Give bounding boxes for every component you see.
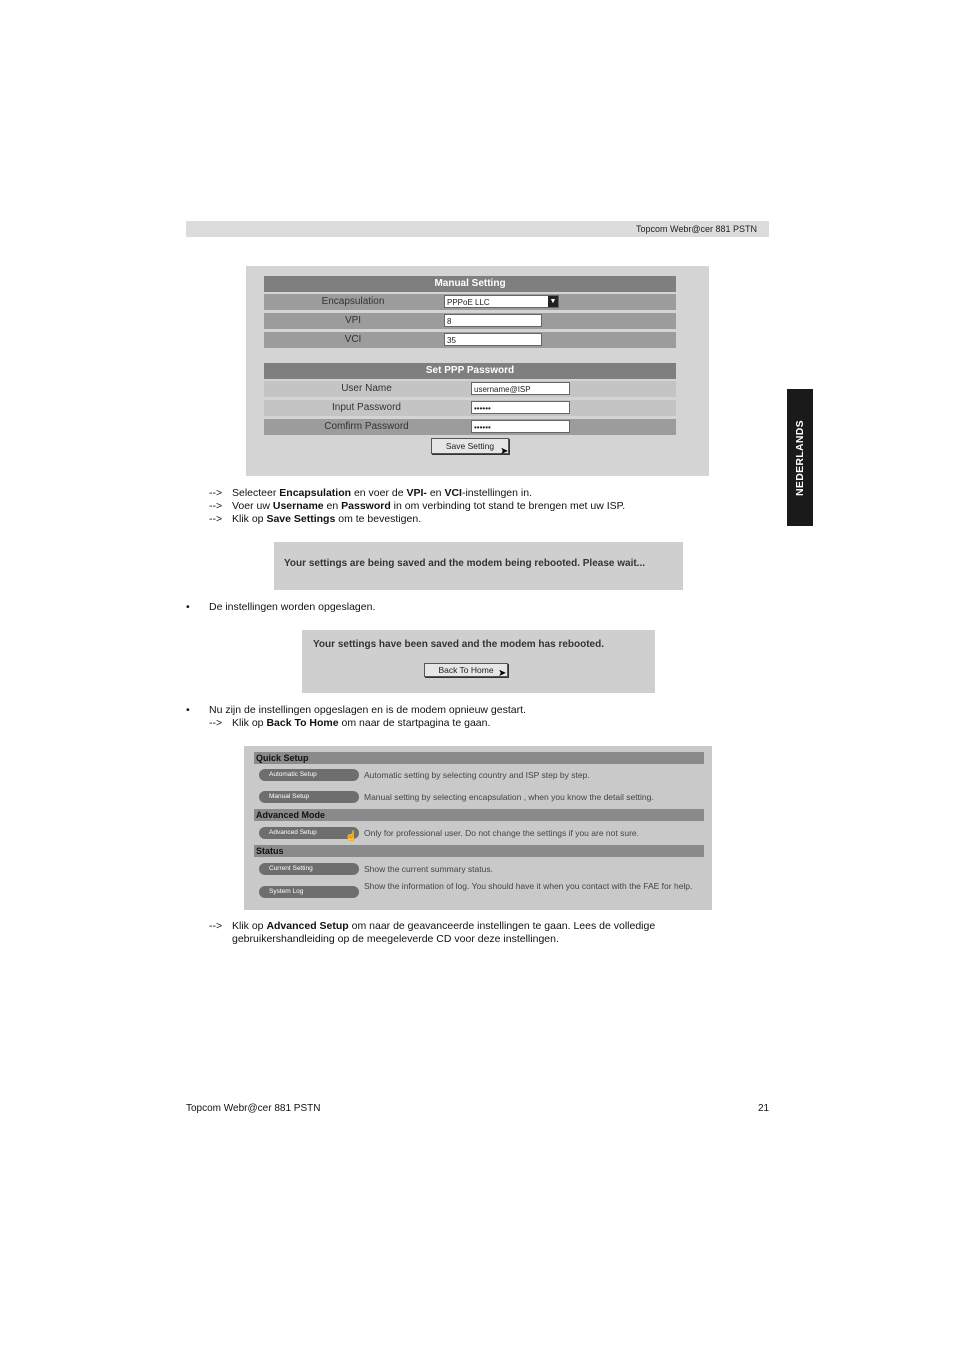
page-number: 21 — [758, 1103, 770, 1114]
text: Klik op — [232, 717, 267, 729]
text: en voer de — [351, 487, 407, 499]
username-row — [264, 381, 676, 397]
saving-message: Your settings are being saved and the modem being rebooted. Please wait... — [284, 558, 646, 569]
username-label: User Name — [341, 383, 392, 394]
bullet-item-2 — [186, 704, 526, 730]
system-log-desc: Show the information of log. You should have it when you contact with the FAE for help. — [364, 881, 693, 891]
input-password-row — [264, 400, 676, 416]
advanced-mode-heading: Advanced Mode — [254, 809, 704, 821]
bullet-item-1 — [186, 601, 375, 614]
running-header — [186, 221, 769, 237]
mouse-cursor-icon: ➤ — [498, 668, 507, 679]
advanced-setup-button[interactable]: Advanced Setup — [259, 827, 359, 839]
language-tab — [787, 389, 813, 526]
ppp-password-title: Set PPP Password — [264, 363, 676, 379]
text: om naar de geavanceerde instellingen te gaan. Lees de volledige — [348, 920, 656, 932]
chevron-down-icon[interactable]: ▼ — [549, 298, 557, 305]
current-setting-button[interactable]: Current Setting — [259, 863, 359, 875]
confirm-password-label: Comfirm Password — [324, 421, 409, 432]
save-setting-button[interactable]: Save Setting — [431, 438, 509, 454]
bold-text: Username — [272, 500, 324, 512]
hand-cursor-icon: ☝ — [345, 831, 358, 842]
setup-menu-screenshot — [244, 746, 712, 910]
mouse-cursor-icon: ➤ — [500, 446, 509, 457]
system-log-button[interactable]: System Log — [259, 886, 359, 898]
back-to-home-button[interactable]: Back To Home — [424, 663, 508, 677]
text: Voer uw — [232, 500, 273, 512]
automatic-setup-button[interactable]: Automatic Setup — [259, 769, 359, 781]
bullet-text: Nu zijn de instellingen opgeslagen en is de modem opnieuw gestart. — [209, 704, 526, 716]
instruction-line — [209, 513, 769, 526]
bold-text: Password — [341, 500, 391, 512]
bold-text: Encapsulation — [279, 487, 352, 499]
saved-message: Your settings have been saved and the modem has rebooted. — [313, 639, 604, 650]
instructions-block-3 — [209, 920, 769, 946]
text: om naar de startpagina te gaan. — [338, 717, 491, 729]
instructions-block-1 — [209, 487, 769, 526]
bullet-icon: • — [186, 601, 190, 613]
text: en — [426, 487, 445, 499]
text: Klik op — [232, 513, 267, 525]
quick-setup-heading: Quick Setup — [254, 752, 704, 764]
bold-text: VCI — [444, 487, 462, 499]
saving-message-screenshot — [274, 542, 683, 590]
vci-label: VCI — [344, 334, 362, 345]
instruction-line: gebruikershandleiding op de meegeleverde CD voor deze instellingen. — [232, 933, 559, 945]
encapsulation-value: PPPoE LLC — [447, 298, 490, 307]
header-title: Topcom Webr@cer 881 PSTN — [635, 224, 757, 234]
encapsulation-select[interactable] — [444, 295, 559, 308]
arrow-marker: --> — [209, 717, 223, 729]
instruction-line — [186, 717, 526, 730]
arrow-marker: --> — [209, 500, 223, 512]
manual-setting-title: Manual Setting — [264, 276, 676, 292]
text: Klik op — [232, 920, 267, 932]
text: Selecteer — [232, 487, 280, 499]
arrow-marker: --> — [209, 920, 223, 932]
bullet-line — [186, 704, 526, 717]
vci-input[interactable]: 35 — [444, 333, 542, 346]
bold-text: Advanced Setup — [266, 920, 349, 932]
arrow-marker: --> — [209, 513, 223, 525]
automatic-setup-desc: Automatic setting by selecting country and ISP step by step. — [364, 770, 590, 780]
advanced-setup-desc: Only for professional user. Do not change the settings if you are not sure. — [364, 828, 639, 838]
encapsulation-label: Encapsulation — [321, 296, 385, 307]
saved-message-screenshot — [302, 630, 655, 693]
text: in om verbinding tot stand te brengen met uw ISP. — [390, 500, 626, 512]
encapsulation-row — [264, 294, 676, 310]
input-password-label: Input Password — [332, 402, 401, 413]
status-heading: Status — [254, 845, 704, 857]
instruction-line — [209, 920, 769, 933]
bullet-icon: • — [186, 704, 190, 716]
current-setting-desc: Show the current summary status. — [364, 864, 493, 874]
vci-row — [264, 332, 676, 348]
bold-text: Back To Home — [266, 717, 339, 729]
vpi-row — [264, 313, 676, 329]
vpi-input[interactable]: 8 — [444, 314, 542, 327]
username-input[interactable]: username@ISP — [471, 382, 570, 395]
input-password-field[interactable]: •••••• — [471, 401, 570, 414]
confirm-password-field[interactable]: •••••• — [471, 420, 570, 433]
confirm-password-row — [264, 419, 676, 435]
bold-text: Save Settings — [266, 513, 336, 525]
text: om te bevestigen. — [335, 513, 422, 525]
bold-text: VPI- — [406, 487, 427, 499]
bullet-text: De instellingen worden opgeslagen. — [209, 601, 376, 613]
instruction-line — [209, 500, 769, 513]
language-tab-label: NEDERLANDS — [794, 419, 806, 496]
manual-setting-screenshot — [246, 266, 709, 476]
vpi-label: VPI — [344, 315, 362, 326]
instruction-line — [209, 487, 769, 500]
arrow-marker: --> — [209, 487, 223, 499]
text: -instellingen in. — [461, 487, 532, 499]
manual-setup-desc: Manual setting by selecting encapsulation , when you know the detail setting. — [364, 792, 654, 802]
text: en — [323, 500, 342, 512]
manual-setup-button[interactable]: Manual Setup — [259, 791, 359, 803]
footer-title: Topcom Webr@cer 881 PSTN — [186, 1103, 321, 1114]
